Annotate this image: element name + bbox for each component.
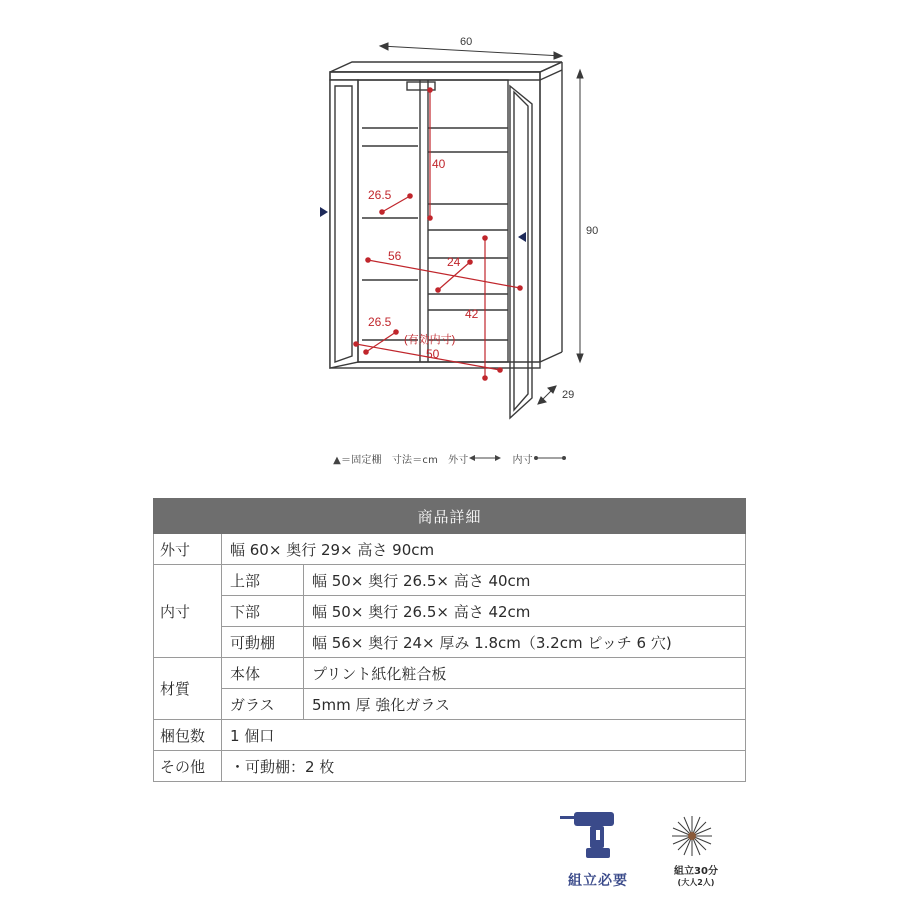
dim-outer-depth: 29 (562, 389, 575, 401)
dimension-legend (0, 449, 900, 467)
row-label-other: その他 (154, 751, 222, 782)
row-sublabel-shelf: 可動棚 (222, 627, 304, 658)
table-row (154, 720, 746, 751)
row-label-material: 材質 (154, 658, 222, 720)
dim-lower-height: 42 (465, 307, 479, 321)
row-label-outer: 外寸 (154, 534, 222, 565)
row-label-inner: 内寸 (154, 565, 222, 658)
dim-upper-height: 40 (432, 157, 446, 171)
row-sublabel-lower: 下部 (222, 596, 304, 627)
dim-upper-depth: 26.5 (368, 188, 392, 202)
row-value-glass: 5mm 厚 強化ガラス (304, 689, 746, 720)
table-header: 商品詳細 (154, 499, 746, 534)
drill-icon (560, 812, 614, 858)
dim-lower-depth: 26.5 (368, 315, 392, 329)
assembly-time-label (656, 866, 736, 888)
dim-effective-label: (有効内寸) (404, 334, 456, 346)
row-value-upper: 幅 50× 奥行 26.5× 高さ 40cm (304, 565, 746, 596)
row-value-outer: 幅 60× 奥行 29× 高さ 90cm (222, 534, 746, 565)
table-row (154, 689, 746, 720)
row-value-lower: 幅 50× 奥行 26.5× 高さ 42cm (304, 596, 746, 627)
row-value-body: プリント紙化粧合板 (304, 658, 746, 689)
assembly-required-label: 組立必要 (568, 873, 628, 889)
table-row (154, 565, 746, 596)
cabinet-drawing (0, 0, 900, 440)
dim-inner-width: 50 (426, 347, 440, 361)
dim-shelf-width: 56 (388, 249, 402, 263)
row-sublabel-body: 本体 (222, 658, 304, 689)
row-value-shelf: 幅 56× 奥行 24× 厚み 1.8cm（3.2cm ピッチ 6 穴) (304, 627, 746, 658)
dim-outer-width: 60 (460, 36, 473, 48)
table-row (154, 658, 746, 689)
product-details-table (153, 498, 746, 782)
row-value-other: ・可動棚：2 枚 (222, 751, 746, 782)
assembly-people: (大人2人) (677, 878, 715, 887)
legend-inner: 内寸 (512, 454, 533, 466)
table-row (154, 534, 746, 565)
fixed-shelf-marker-right (518, 232, 526, 242)
legend-outer: 外寸 (448, 454, 469, 466)
legend-unit: 寸法＝cm (391, 454, 439, 466)
outer-arrow-icon (468, 453, 502, 463)
inner-dot-line-icon (533, 453, 567, 463)
table-row (154, 627, 746, 658)
dim-shelf-depth: 24 (447, 255, 461, 269)
table-row (154, 751, 746, 782)
dim-outer-height: 90 (586, 225, 599, 237)
fixed-shelf-marker-left (320, 207, 328, 217)
cabinet-dimension-diagram (0, 0, 900, 440)
row-sublabel-glass: ガラス (222, 689, 304, 720)
row-sublabel-upper: 上部 (222, 565, 304, 596)
table-row (154, 596, 746, 627)
row-label-package: 梱包数 (154, 720, 222, 751)
assembly-time: 組立30分 (674, 866, 718, 877)
row-value-package: 1 個口 (222, 720, 746, 751)
starburst-icon (672, 816, 712, 856)
legend-fixed-shelf: ▲＝固定棚 (333, 454, 382, 466)
